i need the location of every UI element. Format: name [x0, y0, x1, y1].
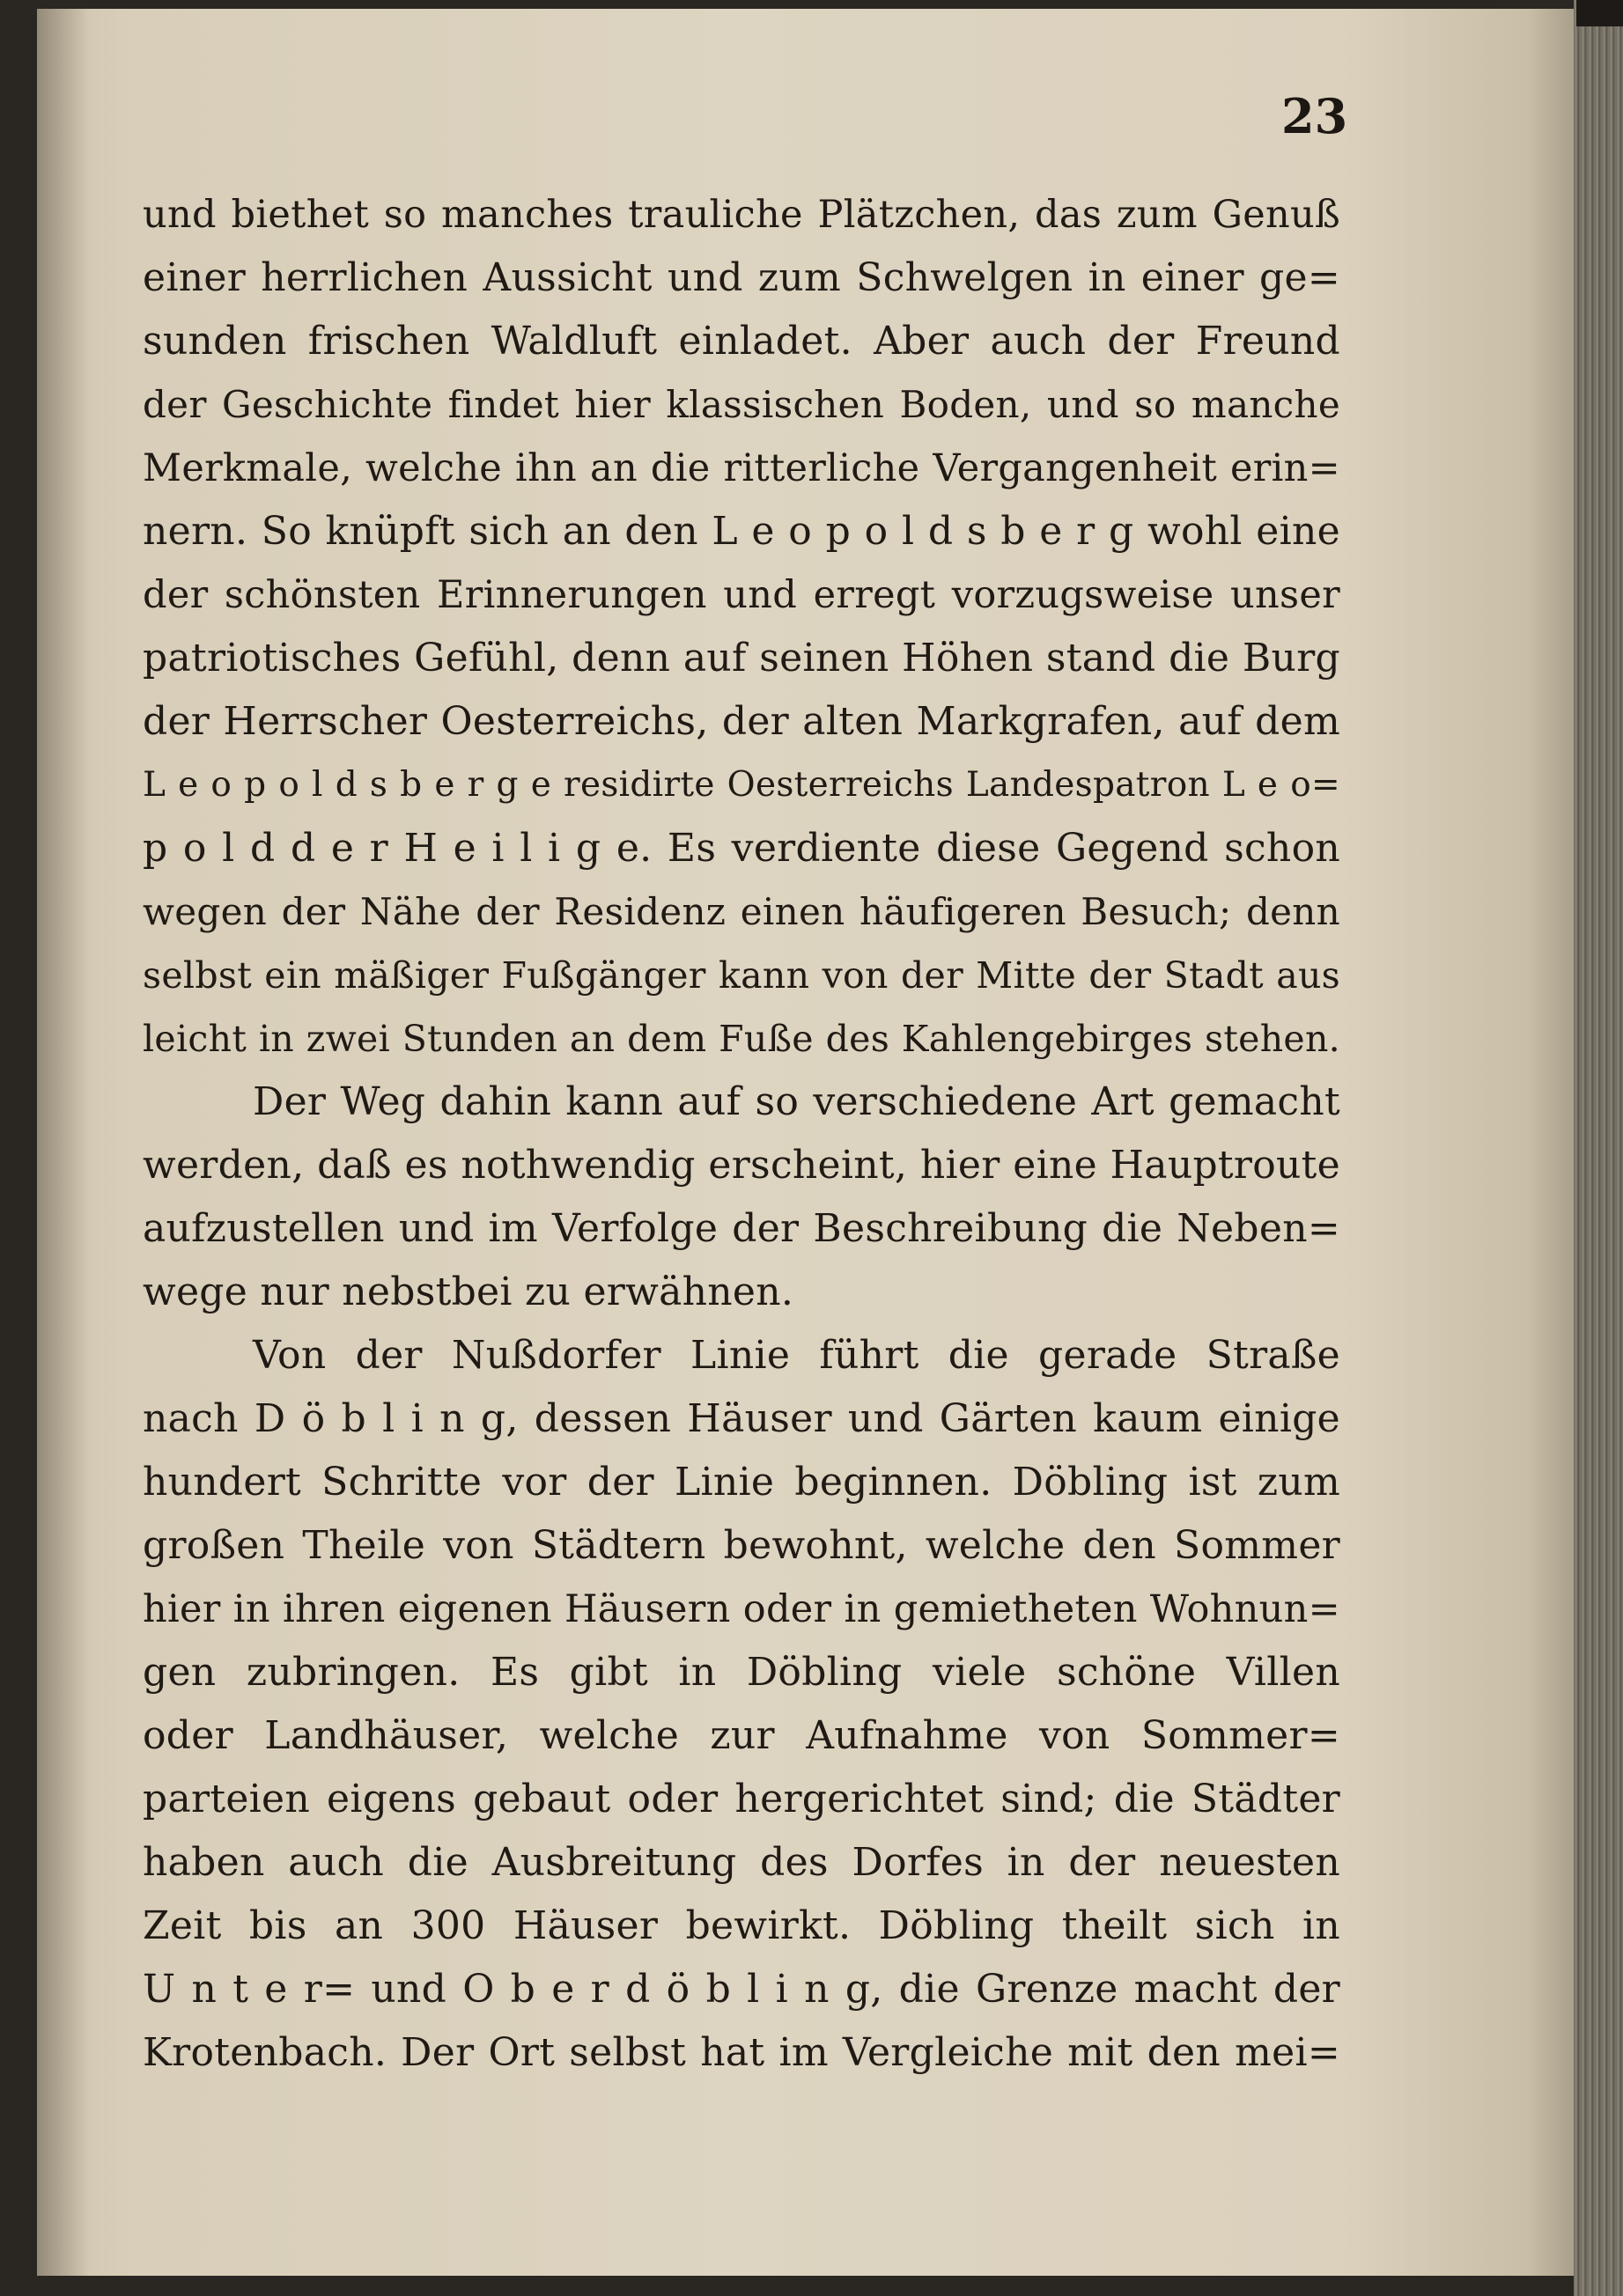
text-line: p o l d d e r H e i l i g e. Es verdiente diese Gegend schon: [143, 826, 1340, 871]
text-line: leicht in zwei Stunden an dem Fuße des Kahlengebirges stehen.: [143, 1018, 1340, 1060]
text-line: und biethet so manches trauliche Plätzchen, das zum Genuß: [143, 193, 1340, 237]
text-line: hundert Schritte vor der Linie beginnen. Döbling ist zum: [143, 1460, 1340, 1505]
text-line: aufzustellen und im Verfolge der Beschreibung die Neben=: [143, 1206, 1340, 1251]
text-line: oder Landhäuser, welche zur Aufnahme von Sommer=: [143, 1713, 1340, 1758]
page-edges-corner: [1576, 0, 1623, 26]
text-line: nern. So knüpft sich an den L e o p o l d s b e r g wohl eine: [143, 509, 1340, 554]
text-line: Der Weg dahin kann auf so verschiedene Art gemacht: [253, 1079, 1340, 1124]
text-line: parteien eigens gebaut oder hergerichtet sind; die Städter: [143, 1777, 1340, 1821]
text-line: hier in ihren eigenen Häusern oder in gemietheten Wohnun=: [143, 1587, 1340, 1631]
page-number: 23: [1281, 88, 1348, 144]
text-line: großen Theile von Städtern bewohnt, welche den Sommer: [143, 1523, 1340, 1568]
text-line: werden, daß es nothwendig erscheint, hier eine Hauptroute: [143, 1143, 1340, 1188]
text-line: selbst ein mäßiger Fußgänger kann von der Mitte der Stadt aus: [143, 954, 1340, 997]
text-line: einer herrlichen Aussicht und zum Schwelgen in einer ge=: [143, 255, 1340, 300]
text-line: L e o p o l d s b e r g e residirte Oesterreichs Landespatron L e o=: [143, 765, 1340, 805]
text-line: der schönsten Erinnerungen und erregt vorzugsweise unser: [143, 573, 1340, 617]
text-line: sunden frischen Waldluft einladet. Aber auch der Freund: [143, 319, 1340, 364]
text-line: Von der Nußdorfer Linie führt die gerade Straße: [253, 1333, 1340, 1378]
text-line: Merkmale, welche ihn an die ritterliche Vergangenheit erin=: [143, 446, 1340, 490]
page-edges: [1574, 0, 1623, 2296]
text-line: U n t e r= und O b e r d ö b l i n g, die Grenze macht der: [143, 1967, 1340, 2012]
text-line: der Herrscher Oesterreichs, der alten Markgrafen, auf dem: [143, 699, 1340, 744]
text-line: Krotenbach. Der Ort selbst hat im Vergleiche mit den mei=: [143, 2030, 1340, 2075]
text-line: patriotisches Gefühl, denn auf seinen Höhen stand die Burg: [143, 636, 1340, 681]
text-line: gen zubringen. Es gibt in Döbling viele schöne Villen: [143, 1650, 1340, 1695]
text-line: nach D ö b l i n g, dessen Häuser und Gärten kaum einige: [143, 1396, 1340, 1441]
text-line: der Geschichte findet hier klassischen Boden, und so manche: [143, 383, 1340, 426]
text-line: haben auch die Ausbreitung des Dorfes in der neuesten: [143, 1840, 1340, 1885]
text-line: Zeit bis an 300 Häuser bewirkt. Döbling theilt sich in: [143, 1903, 1340, 1948]
text-line: wege nur nebstbei zu erwähnen.: [143, 1269, 794, 1314]
body-text: [143, 183, 1340, 2085]
text-line: wegen der Nähe der Residenz einen häufigeren Besuch; denn: [143, 890, 1340, 933]
gutter-shadow: [37, 9, 90, 2276]
